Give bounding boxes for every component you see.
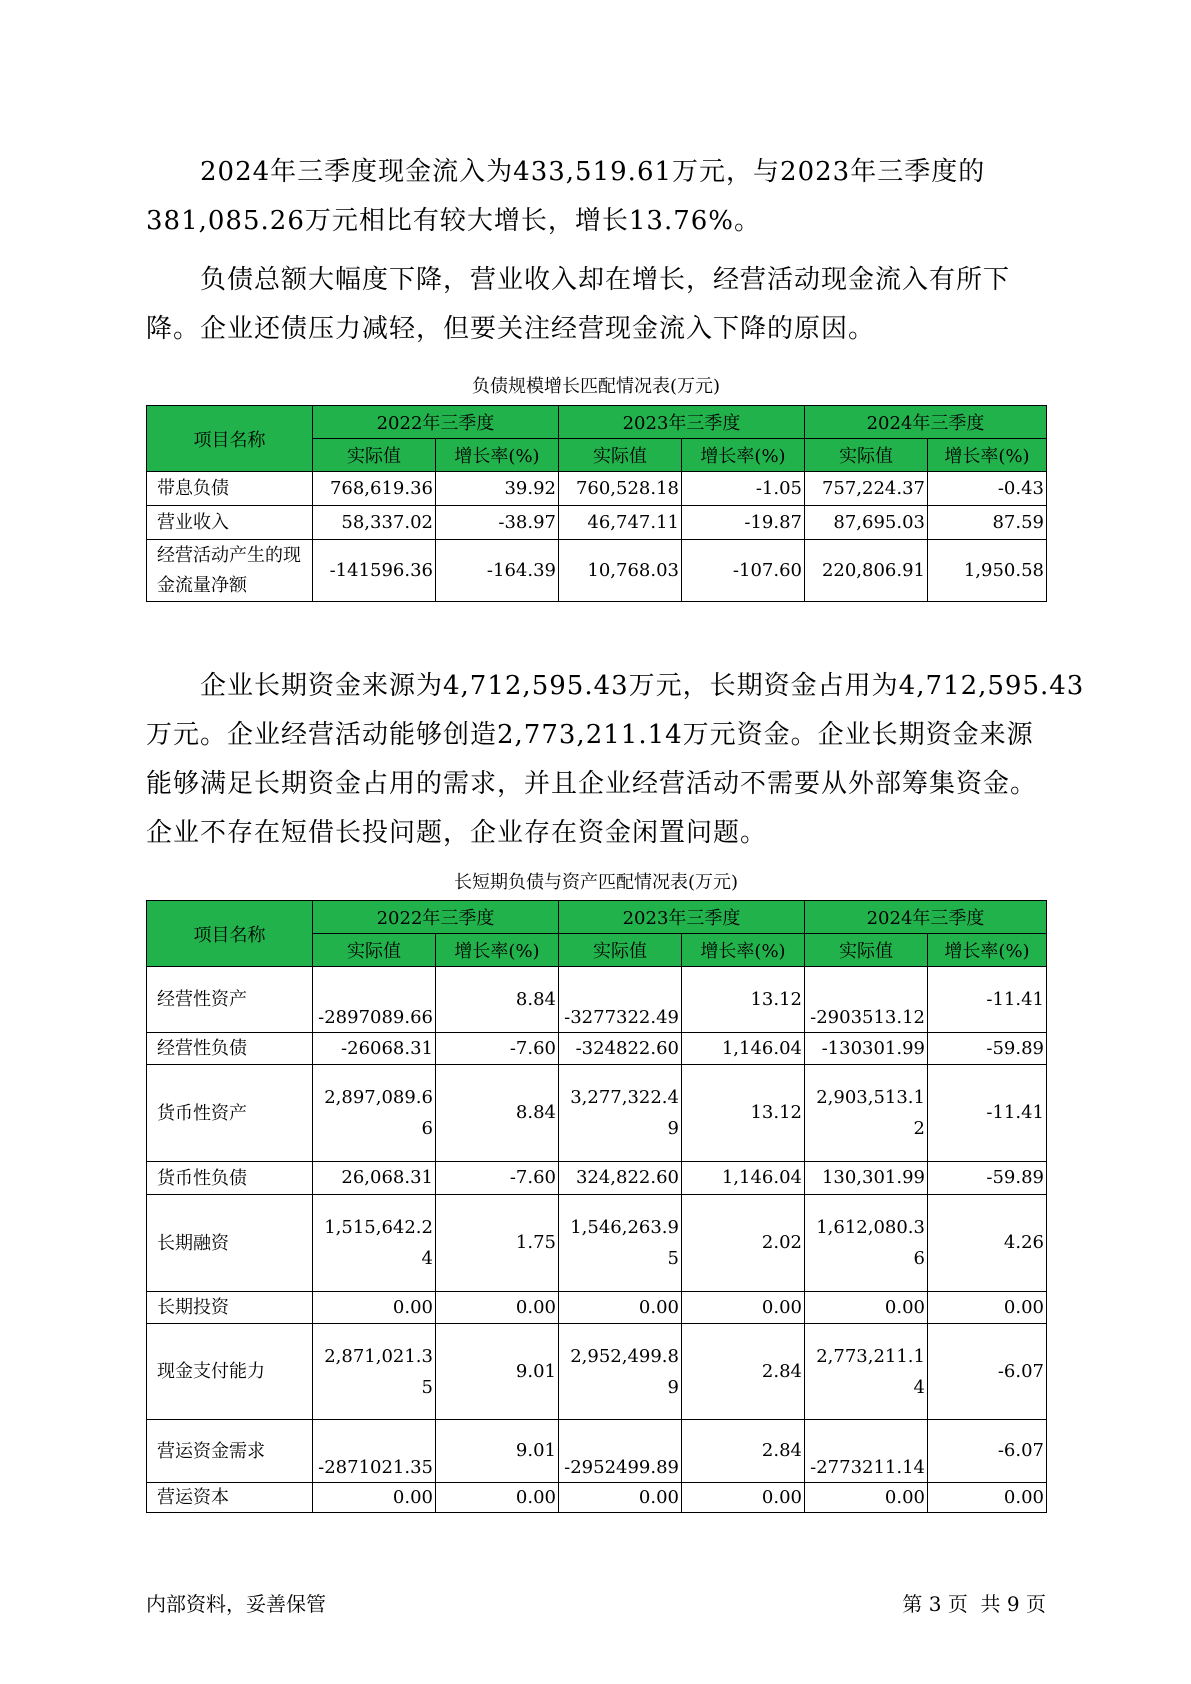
header-growth: 增长率(%) [436,934,559,967]
cell: 0.00 [928,1483,1047,1513]
cell: 0.00 [436,1483,559,1513]
table-row [147,472,1047,506]
paragraph-line: 企业不存在短借长投问题，企业存在资金闲置问题。 [146,818,768,848]
row-name: 营运资本 [147,1483,313,1513]
cell: 0.00 [313,1483,436,1513]
cell: 87.59 [928,506,1047,540]
cell: 1,950.58 [928,540,1047,602]
cell: -130301.99 [805,1033,928,1065]
header-period-2022: 2022年三季度 [313,901,559,934]
header-period-2024: 2024年三季度 [805,901,1047,934]
header-growth: 增长率(%) [682,439,805,472]
paragraph-line: 负债总额大幅度下降，营业收入却在增长，经营活动现金流入有所下 [200,265,1011,295]
cell: 4.26 [928,1195,1047,1292]
cell: 3,277,322.49 [559,1065,682,1162]
cell: -7.60 [436,1033,559,1065]
cell: 1,146.04 [682,1033,805,1065]
cell: -59.89 [928,1033,1047,1065]
paragraph-debt-summary [146,256,1066,354]
debt-growth-table [146,405,1047,602]
header-period-2023: 2023年三季度 [559,406,805,439]
footer-confidential-note: 内部资料，妥善保管 [146,1592,326,1616]
cell: -164.39 [436,540,559,602]
row-name: 带息负债 [147,472,313,506]
header-actual: 实际值 [805,934,928,967]
row-name: 长期投资 [147,1292,313,1324]
cell: -0.43 [928,472,1047,506]
cell: 9.01 [436,1420,559,1483]
cell: -3277322.49 [559,967,682,1033]
cell: 87,695.03 [805,506,928,540]
cell: 324,822.60 [559,1162,682,1195]
cell: 46,747.11 [559,506,682,540]
cell: -2897089.66 [313,967,436,1033]
cell: 2.02 [682,1195,805,1292]
row-name: 现金支付能力 [147,1324,313,1420]
cell: -6.07 [928,1324,1047,1420]
table-row [147,1324,1047,1420]
cell: 2,903,513.12 [805,1065,928,1162]
cell: 2,773,211.14 [805,1324,928,1420]
cell: -7.60 [436,1162,559,1195]
row-name: 营运资金需求 [147,1420,313,1483]
cell: -324822.60 [559,1033,682,1065]
table-row [147,540,1047,602]
table1-caption: 负债规模增长匹配情况表(万元) [471,376,721,397]
header-item-name: 项目名称 [147,901,313,967]
cell: -38.97 [436,506,559,540]
cell: -59.89 [928,1162,1047,1195]
cell: 0.00 [682,1483,805,1513]
paragraph-line: 能够满足长期资金占用的需求，并且企业经营活动不需要从外部筹集资金。 [146,769,1038,799]
table-row [147,506,1047,540]
cell: 0.00 [805,1292,928,1324]
cell: 1.75 [436,1195,559,1292]
cell: 1,612,080.36 [805,1195,928,1292]
cell: 26,068.31 [313,1162,436,1195]
table-row [147,1065,1047,1162]
table2-caption: 长短期负债与资产匹配情况表(万元) [453,872,739,893]
cell: 0.00 [682,1292,805,1324]
cell: 0.00 [805,1483,928,1513]
paragraph-line: 2024年三季度现金流入为433,519.61万元，与2023年三季度的 [200,157,986,187]
header-actual: 实际值 [805,439,928,472]
header-actual: 实际值 [559,439,682,472]
cell: 768,619.36 [313,472,436,506]
header-item-name: 项目名称 [147,406,313,472]
cell: 1,515,642.24 [313,1195,436,1292]
cell: 0.00 [313,1292,436,1324]
header-period-2022: 2022年三季度 [313,406,559,439]
header-actual: 实际值 [313,439,436,472]
header-actual: 实际值 [559,934,682,967]
cell: 39.92 [436,472,559,506]
cell: 8.84 [436,967,559,1033]
table-row [147,1292,1047,1324]
table-row [147,1033,1047,1065]
cell: -2952499.89 [559,1420,682,1483]
row-name: 经营性负债 [147,1033,313,1065]
cell: 8.84 [436,1065,559,1162]
paragraph-cash-inflow [146,148,1066,246]
paragraph-line: 企业长期资金来源为4,712,595.43万元，长期资金占用为4,712,595.43 [200,671,1085,701]
cell: 130,301.99 [805,1162,928,1195]
table-row [147,1195,1047,1292]
table-row [147,967,1047,1033]
cell: 220,806.91 [805,540,928,602]
row-name: 经营性资产 [147,967,313,1033]
cell: 0.00 [559,1483,682,1513]
header-growth: 增长率(%) [436,439,559,472]
row-name: 经营活动产生的现金流量净额 [147,540,313,602]
cell: 0.00 [436,1292,559,1324]
cell: -6.07 [928,1420,1047,1483]
paragraph-line: 降。企业还债压力减轻，但要关注经营现金流入下降的原因。 [146,314,876,344]
header-growth: 增长率(%) [928,439,1047,472]
paragraph-line: 381,085.26万元相比有较大增长，增长13.76%。 [146,206,762,236]
cell: 2,952,499.89 [559,1324,682,1420]
cell: 760,528.18 [559,472,682,506]
cell: -141596.36 [313,540,436,602]
row-name: 货币性资产 [147,1065,313,1162]
row-name: 长期融资 [147,1195,313,1292]
cell: 2.84 [682,1324,805,1420]
header-period-2024: 2024年三季度 [805,406,1047,439]
cell: 10,768.03 [559,540,682,602]
cell: 13.12 [682,1065,805,1162]
cell: 2,897,089.66 [313,1065,436,1162]
header-growth: 增长率(%) [682,934,805,967]
asset-liability-table [146,900,1047,1513]
cell: -11.41 [928,967,1047,1033]
table-row [147,1162,1047,1195]
cell: -19.87 [682,506,805,540]
cell: -1.05 [682,472,805,506]
header-growth: 增长率(%) [928,934,1047,967]
paragraph-long-term-funds [146,662,1085,858]
table-row [147,1420,1047,1483]
cell: -26068.31 [313,1033,436,1065]
row-name: 营业收入 [147,506,313,540]
cell: -11.41 [928,1065,1047,1162]
paragraph-line: 万元。企业经营活动能够创造2,773,211.14万元资金。企业长期资金来源 [146,720,1034,750]
row-name: 货币性负债 [147,1162,313,1195]
header-actual: 实际值 [313,934,436,967]
cell: 757,224.37 [805,472,928,506]
cell: 0.00 [559,1292,682,1324]
cell: 9.01 [436,1324,559,1420]
cell: 2.84 [682,1420,805,1483]
cell: 13.12 [682,967,805,1033]
cell: -2903513.12 [805,967,928,1033]
cell: -107.60 [682,540,805,602]
cell: 1,146.04 [682,1162,805,1195]
header-period-2023: 2023年三季度 [559,901,805,934]
table-row [147,1483,1047,1513]
cell: 0.00 [928,1292,1047,1324]
cell: -2773211.14 [805,1420,928,1483]
cell: 58,337.02 [313,506,436,540]
cell: 2,871,021.35 [313,1324,436,1420]
footer-page-number: 第 3 页 共 9 页 [902,1592,1046,1616]
cell: 1,546,263.95 [559,1195,682,1292]
cell: -2871021.35 [313,1420,436,1483]
